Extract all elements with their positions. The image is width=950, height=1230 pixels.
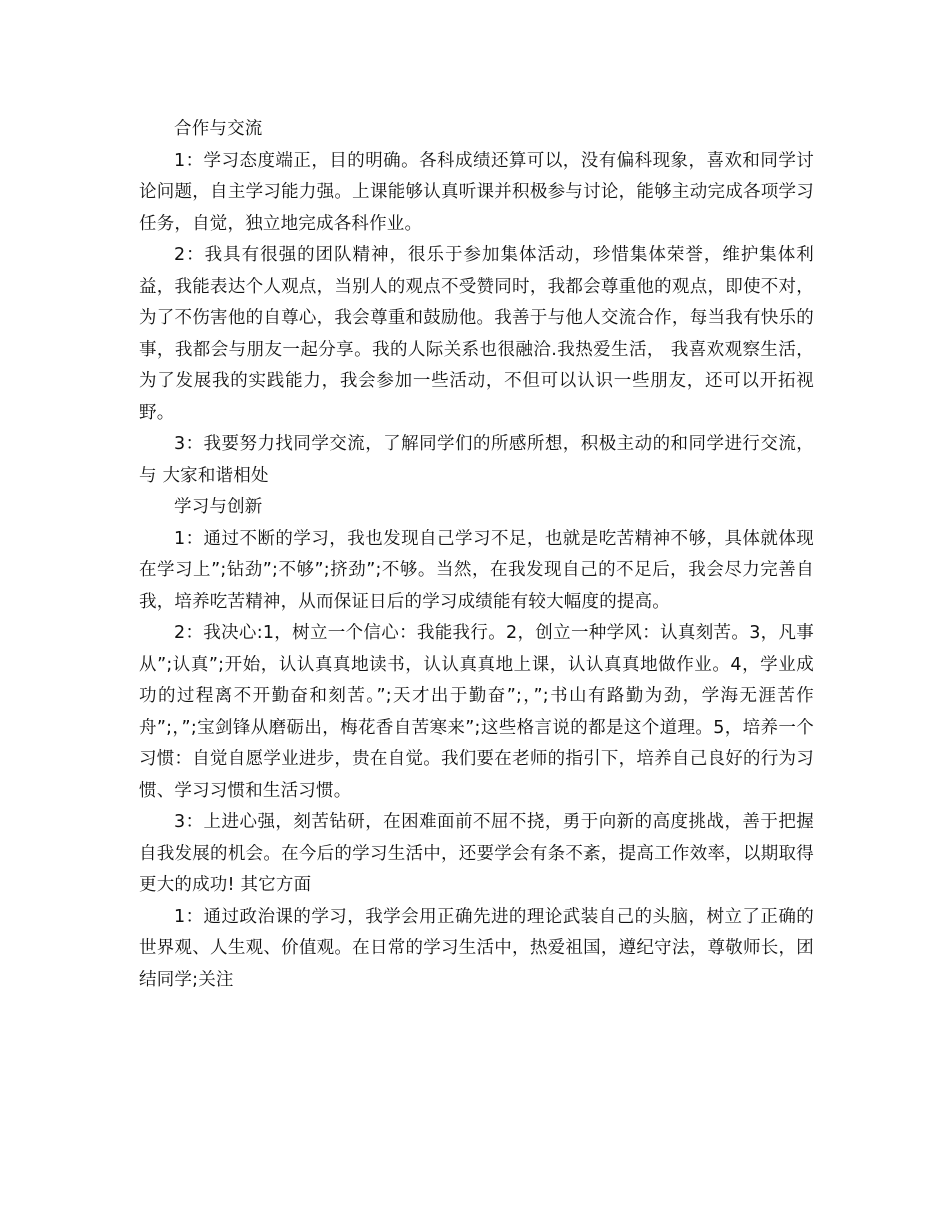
paragraph: 1：学习态度端正，目的明确。各科成绩还算可以，没有偏科现象，喜欢和同学讨论问题，自主学习能力强。上课能够认真听课并积极参与讨论，能够主动完成各项学习任务，自觉，独立地完成各科作业。 xyxy=(139,150,814,234)
paragraph: 2：我决心:1，树立一个信心：我能我行。2，创立一种学风：认真刻苦。3，凡事从”;认真”;开始，认认真真地读书，认认真真地上课，认认真真地做作业。4，学业成功的过程离不开勤奋和刻苦。”;天才出于勤奋”;，”;书山有路勤为劲，学海无涯苦作舟”;，”;宝剑锋从磨砺出，梅花香自苦寒来”;这些格言说的都是这个道理。5，培养一个习惯：自觉自愿学业进步，贵在自觉。我们要在老师的指引下，培养自己良好的行为习惯、学习习惯和生活习惯。 xyxy=(139,623,814,801)
paragraph: 2：我具有很强的团队精神，很乐于参加集体活动，珍惜集体荣誉，维护集体利益，我能表达个人观点，当别人的观点不受赞同时，我都会尊重他的观点，即使不对，为了不伤害他的自尊心，我会尊重和鼓励他。我善于与他人交流合作，每当我有快乐的事，我都会与朋友一起分享。我的人际关系也很融洽.我热爱生活， 我喜欢观察生活，为了发展我的实践能力，我会参加一些活动，不但可以认识一些朋友，还可以开拓视野。 xyxy=(139,245,814,423)
paragraph: 1：通过政治课的学习，我学会用正确先进的理论武装自己的头脑，树立了正确的世界观、人生观、价值观。在日常的学习生活中，热爱祖国，遵纪守法，尊敬师长，团结同学;关注 xyxy=(139,906,814,990)
document-body xyxy=(139,114,814,996)
paragraph: 3：上进心强，刻苦钻研，在困难面前不屈不挠，勇于向新的高度挑战，善于把握自我发展的机会。在今后的学习生活中，还要学会有条不紊，提高工作效率，以期取得更大的成功! 其它方面 xyxy=(139,812,814,895)
paragraph: 1：通过不断的学习，我也发现自己学习不足，也就是吃苦精神不够，具体就体现在学习上”;钻劲”;不够”;挤劲”;不够。当然，在我发现自己的不足后，我会尽力完善自我，培养吃苦精神，从而保证日后的学习成绩能有较大幅度的提高。 xyxy=(139,528,814,612)
section-heading-cooperation: 合作与交流 xyxy=(174,119,263,139)
paragraph: 3：我要努力找同学交流，了解同学们的所感所想，积极主动的和同学进行交流，与 大家和谐相处 xyxy=(139,434,814,486)
section-heading-learning: 学习与创新 xyxy=(174,497,263,517)
